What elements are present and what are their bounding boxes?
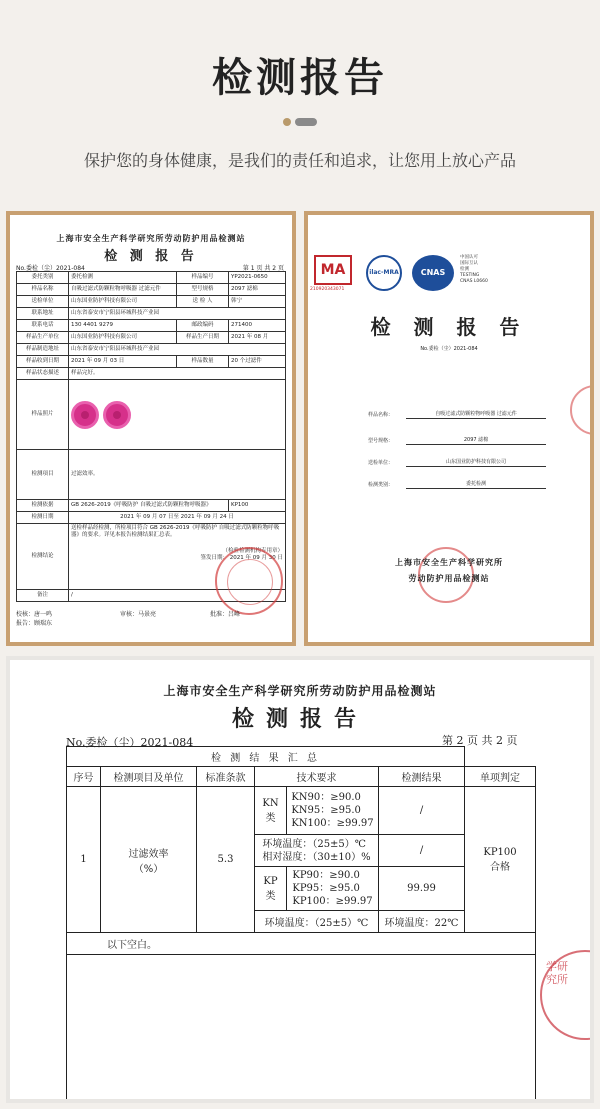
filter-cotton-image — [103, 401, 131, 429]
cell-kn-reqs — [287, 787, 379, 835]
page-subtitle: 保护您的身体健康，是我们的责任和追求，让您用上放心产品 — [83, 151, 516, 170]
item-name: 过滤效率 — [128, 848, 169, 860]
signature-writer: 报告：顾瑞东 — [16, 620, 53, 627]
official-stamp — [215, 547, 283, 615]
cell-value: 样品完好。 — [69, 368, 286, 380]
cell-value: 271400 — [229, 320, 286, 332]
cell-label: 检测日期 — [17, 512, 69, 524]
field-value: 委托检测 — [406, 481, 546, 489]
cnas-line: 中国认可 — [460, 255, 478, 260]
table-note: 以下空白。 — [67, 933, 536, 955]
cell-value: 过滤效率。 — [69, 450, 286, 500]
cell-label: 备注 — [17, 590, 69, 602]
report-cover-image — [304, 211, 594, 646]
cell-env1-result: / — [379, 835, 465, 867]
cell-value: 2021 年 09 月 03 日 — [69, 356, 177, 368]
cell-label: 样品生产日期 — [177, 332, 229, 344]
column-header: 标准条款 — [197, 767, 255, 787]
cell-label: 样品生产单位 — [17, 332, 69, 344]
req-line: KP90：≥90.0 — [292, 870, 360, 881]
cell-kp-label: KP 类 — [255, 867, 287, 911]
cnas-line: TESTING — [460, 273, 480, 279]
cell-value: 山东省泰安市宁阳县环城科技产业园 — [69, 344, 286, 356]
field-value: 2097 滤棉 — [406, 437, 546, 445]
report-number: No.委检（尘）2021-084 — [16, 265, 85, 272]
env-line: 环境温度：（25±5）℃ — [262, 838, 366, 850]
cell-value: YP2021-0650 — [229, 272, 286, 284]
field-label: 样品名称： — [368, 412, 394, 418]
cell-value: 130 4401 9279 — [69, 320, 177, 332]
req-line: KP95：≥95.0 — [292, 883, 360, 894]
page-number: 第 1 页 共 2 页 — [242, 265, 284, 272]
cell-value: 2021 年 08 月 — [229, 332, 286, 344]
cell-env2-result: 环境温度：22℃ — [379, 911, 465, 933]
cover-title: 检 测 报 告 — [370, 315, 528, 339]
item-unit: （%） — [133, 863, 164, 875]
cell-item — [101, 787, 197, 933]
table-caption: 检 测 结 果 汇 总 — [67, 747, 465, 767]
cell-label: 样品编号 — [177, 272, 229, 284]
cell-value: 自吸过滤式防颗粒物呼吸器 过滤元件 — [69, 284, 177, 296]
cnas-line: 国际互认 — [460, 261, 478, 267]
ilac-mra-logo: ilac-MRA — [366, 255, 402, 291]
conclusion-text: 送检样品经检测，所检项目符合 GB 2626-2019《呼吸防护 自吸过滤式防颗粒物呼吸器》的要求。详见本报告检测结果汇总表。 — [71, 525, 280, 538]
report-page-2-image — [6, 656, 594, 1103]
req-line: KP100：≥99.97 — [292, 896, 373, 907]
report-title: 检测报告 — [231, 706, 368, 732]
cell-label: 送检单位 — [17, 296, 69, 308]
req-line: KN95：≥95.0 — [291, 805, 361, 816]
signature-approver: 批准：吕峰 — [210, 611, 241, 618]
verdict-grade: KP100 — [483, 846, 517, 858]
cell-label: 样品名称 — [17, 284, 69, 296]
cell-kn-label: KN 类 — [255, 787, 287, 835]
cell-value: 20 个过滤件 — [229, 356, 286, 368]
cell-label: 联系电话 — [17, 320, 69, 332]
cell-label: 检测结论 — [17, 524, 69, 590]
page-title: 检测报告 — [212, 55, 388, 101]
cell-label: 联系地址 — [17, 308, 69, 320]
cell-label: 样品收到日期 — [17, 356, 69, 368]
cell-seq: 1 — [67, 787, 101, 933]
cnas-logo: CNAS — [412, 255, 454, 291]
cell-value: 2021 年 09 月 07 日至 2021 年 09 月 24 日 — [69, 512, 286, 524]
cnas-accreditation-text — [460, 255, 520, 285]
edge-stamp — [570, 385, 590, 435]
dot-indicator-active — [295, 118, 317, 126]
field-label: 型号规格： — [368, 438, 394, 444]
cell-kp-result: 99.99 — [379, 867, 465, 911]
dot-indicator — [283, 118, 291, 126]
cell-value: GB 2626-2019《呼吸防护 自吸过滤式防颗粒物呼吸器》 — [69, 500, 229, 512]
column-header: 技术要求 — [255, 767, 379, 787]
cell-label: 型号规格 — [177, 284, 229, 296]
cell-label: 样品制造地址 — [17, 344, 69, 356]
org-name: 上海市安全生产科学研究所劳动防护用品检测站 — [163, 684, 437, 698]
org-name: 上海市安全生产科学研究所劳动防护用品检测站 — [56, 234, 246, 243]
field-label: 检测类别： — [368, 482, 394, 488]
cell-value: KP100 — [229, 500, 286, 512]
page-number: 第 2 页 共 2 页 — [442, 734, 518, 747]
cover-field — [368, 481, 546, 489]
env-line: 相对湿度：（30±10）% — [262, 851, 371, 863]
req-line: KN90：≥90.0 — [291, 792, 361, 803]
cell-value: / — [69, 590, 286, 602]
signature-checker: 校核：唐一鸣 — [16, 611, 53, 618]
req-line: KN100：≥99.97 — [291, 818, 374, 829]
report-page-1-image — [6, 211, 296, 646]
cell-kp-reqs — [287, 867, 379, 911]
report-title: 检 测 报 告 — [104, 249, 198, 264]
cell-value: 山东省泰安市宁阳县环城科技产业园 — [69, 308, 286, 320]
cma-number: 210920343071 — [310, 287, 345, 292]
results-summary-table — [66, 746, 536, 1099]
cover-field — [368, 437, 546, 445]
cell-label: 检测依据 — [17, 500, 69, 512]
cnas-line: 检测 — [460, 267, 469, 273]
cell-kn-result: / — [379, 787, 465, 835]
column-header: 单项判定 — [465, 767, 536, 787]
field-label: 送检单位： — [368, 460, 394, 466]
cell-value: 韩宁 — [229, 296, 286, 308]
cell-env2: 环境温度：（25±5）℃ — [255, 911, 379, 933]
cell-clause: 5.3 — [197, 787, 255, 933]
cell-label: 样品状态描述 — [17, 368, 69, 380]
report-number: No.委检（尘）2021-084 — [66, 736, 194, 749]
blank-area — [67, 955, 536, 1100]
filter-cotton-image — [71, 401, 99, 429]
cnas-line: CNAS L0660 — [460, 279, 488, 285]
cell-value: 2097 滤棉 — [229, 284, 286, 296]
cover-field — [368, 411, 546, 419]
carousel-dots — [283, 118, 323, 126]
cell-verdict — [465, 787, 536, 933]
stamp-text: 学研究所 — [546, 960, 568, 987]
footer-org-line-2: 劳动防护用品检测站 — [408, 574, 490, 583]
sign-date: 签发日期： 2021 年 09 月 30 日 — [200, 554, 283, 561]
footer-org-line-1: 上海市安全生产科学研究所 — [395, 558, 503, 567]
cell-label: 委托类别 — [17, 272, 69, 284]
cell-label: 邮政编码 — [177, 320, 229, 332]
cell-env1 — [255, 835, 379, 867]
cma-logo: MA — [314, 255, 352, 285]
cell-label: 样品数量 — [177, 356, 229, 368]
signature-reviewer: 审核：马景亮 — [120, 611, 157, 618]
field-value: 山东国业防护科技有限公司 — [406, 459, 546, 467]
column-header: 序号 — [67, 767, 101, 787]
cell-value: 山东国业防护科技有限公司 — [69, 296, 177, 308]
cell-label: 样品照片 — [17, 380, 69, 450]
field-value: 自吸过滤式防颗粒物呼吸器 过滤元件 — [406, 411, 546, 419]
cell-value: 山东国业防护科技有限公司 — [69, 332, 177, 344]
cell-label: 检测项目 — [17, 450, 69, 500]
verdict-text: 合格 — [490, 861, 510, 873]
column-header: 检测项目及单位 — [101, 767, 197, 787]
column-header: 检测结果 — [379, 767, 465, 787]
cell-value: 委托检测 — [69, 272, 177, 284]
stamp-note: （检验检测机构专用章） — [222, 548, 283, 555]
cell-label: 送 检 人 — [177, 296, 229, 308]
cover-field — [368, 459, 546, 467]
report-number: No.委检（尘）2021-084 — [420, 346, 478, 352]
sample-photo — [69, 380, 286, 450]
